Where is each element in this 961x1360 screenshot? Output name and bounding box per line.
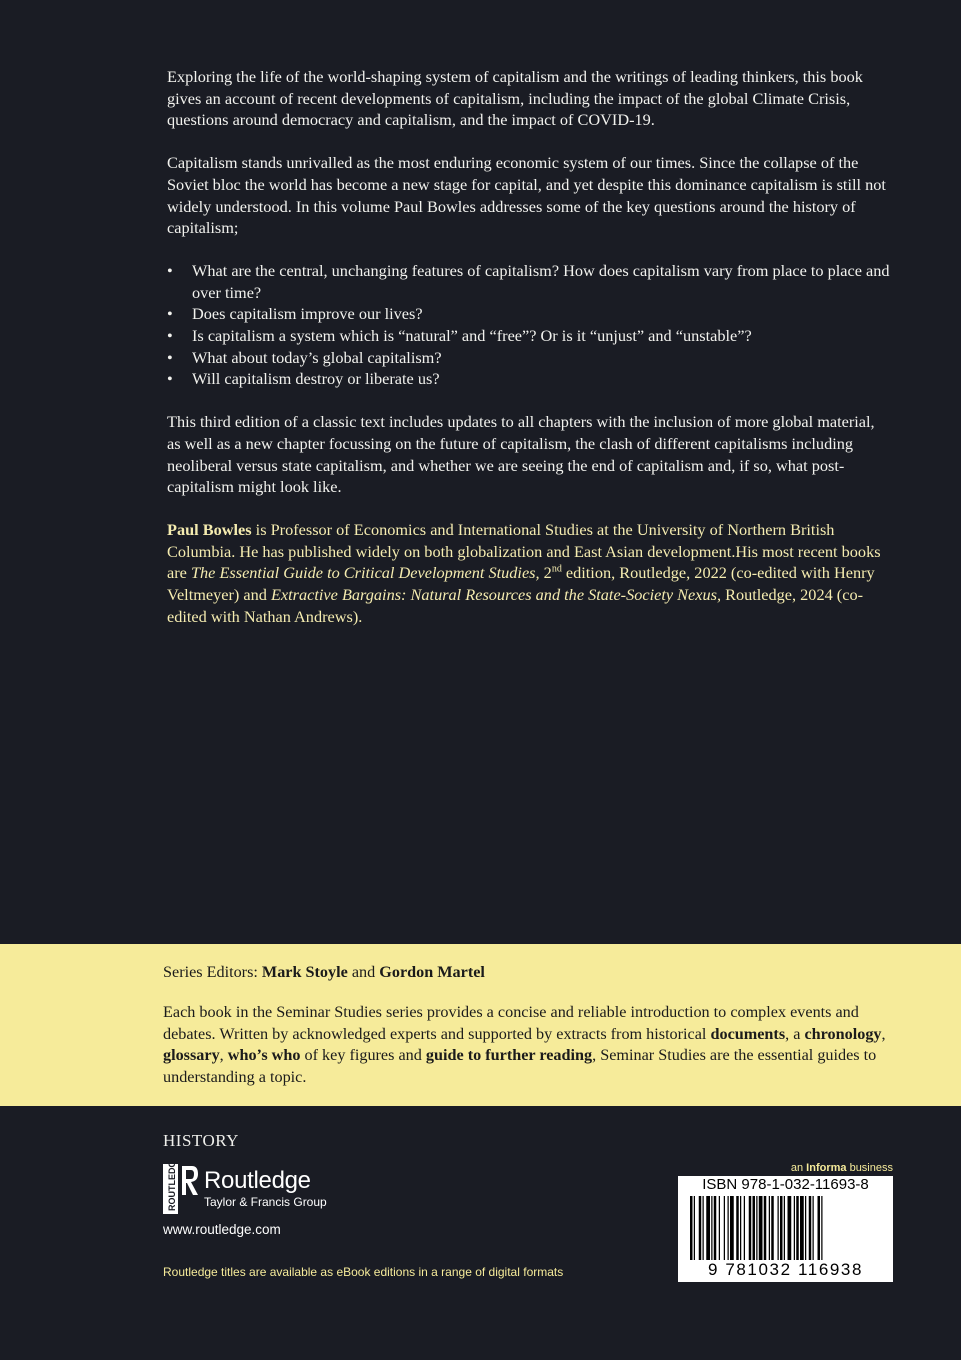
author-bio: Paul Bowles is Professor of Economics and International Studies at the University of Northern British Columbia. He has published widely on both globalization and East Asian development.His most recent books are The Essential Guide to Critical Development Studies, 2nd edition, Routledge, 2022 (co-edited with Henry Veltmeyer) and Extractive Bargains: Natural Resources and the State-Society Nexus, Routledge, 2024 (co-edited with Nathan Andrews). <box>167 519 881 626</box>
barcode-bar <box>703 1196 704 1260</box>
series-editors: Series Editors: Mark Stoyle and Gordon Martel <box>163 963 485 981</box>
barcode-bar <box>740 1196 741 1260</box>
barcode-bar <box>794 1196 795 1260</box>
edition-paragraph: This third edition of a classic text includes updates to all chapters with the inclusion of more global material, as well as a new chapter focussing on the future of capitalism, the clash of different capitalisms including neoliberal versus state capitalism, and whether we are seeing the end of capitalism and, if so, what post-capitalism might look like. <box>167 412 875 497</box>
barcode-bar <box>771 1196 774 1260</box>
list-item: • Will capitalism destroy or liberate us? <box>167 369 440 389</box>
barcode-bar <box>769 1196 770 1260</box>
barcode-bar <box>788 1196 792 1260</box>
barcode-digits: 9 781032 116938 <box>707 1260 864 1279</box>
bullet-icon: • <box>167 304 173 324</box>
ebook-note: Routledge titles are available as eBook editions in a range of digital formats <box>163 1265 564 1279</box>
intro-paragraph: Exploring the life of the world-shaping system of capitalism and the writings of leading thinkers, this book gives an account of recent developments of capitalism, including the impact of the global Climate Crisis, questions around democracy and capitalism, and the impact of COVID-19. <box>167 67 863 130</box>
isbn-text: ISBN 978-1-032-11693-8 <box>702 1176 869 1193</box>
publisher-website: www.routledge.com <box>163 1222 281 1237</box>
barcode-bar <box>756 1196 757 1260</box>
author-name: Paul Bowles <box>167 519 252 539</box>
list-item: • Does capitalism improve our lives? <box>167 304 423 324</box>
book-title: Extractive Bargains: Natural Resources and the State-Society Nexus, <box>270 585 722 605</box>
barcode-bar <box>800 1196 804 1260</box>
barcode-bar <box>699 1196 702 1260</box>
barcode-bar <box>749 1196 752 1260</box>
barcode-bar <box>714 1196 717 1260</box>
bullet-icon: • <box>167 369 173 389</box>
barcode-bar <box>706 1196 710 1260</box>
barcode-bar <box>690 1196 693 1260</box>
barcode-bar <box>813 1196 814 1260</box>
barcode-bar <box>809 1196 812 1260</box>
publisher-subtitle: Taylor & Francis Group <box>204 1195 327 1209</box>
list-item: • What are the central, unchanging features of capitalism? How does capitalism vary from place to place and over time? <box>167 260 890 302</box>
barcode <box>678 1176 893 1282</box>
series-band <box>0 944 961 1106</box>
barcode-bar <box>780 1196 783 1260</box>
barcode-bar <box>724 1196 725 1260</box>
bullet-icon: • <box>167 347 173 367</box>
description-paragraph: Capitalism stands unrivalled as the most enduring economic system of our times. Since the collapse of the Soviet bloc the world has become a new stage for capital, and yet despite this dominance capitalism is still not widely understood. In this volume Paul Bowles addresses some of the key questions around the history of capitalism; <box>167 153 886 238</box>
series-description: Each book in the Seminar Studies series provides a concise and reliable introduction to complex events and debates. Written by acknowledged experts and supported by extracts from historical documents, a chronology, glossary, who’s who of key figures and guide to further reading, Seminar Studies are the essential guides to understanding a topic. <box>163 1002 886 1087</box>
barcode-bar <box>719 1196 720 1260</box>
barcode-bar <box>778 1196 779 1260</box>
svg-text:ROUTLEDGE: ROUTLEDGE <box>167 1164 177 1211</box>
book-title: The Essential Guide to Critical Development Studies, <box>190 563 540 583</box>
barcode-bar <box>821 1196 822 1260</box>
barcode-bar <box>728 1196 729 1260</box>
barcode-bar <box>784 1196 785 1260</box>
barcode-bar <box>730 1196 734 1260</box>
informa-label: an Informa business <box>790 1162 893 1174</box>
barcode-bar <box>796 1196 799 1260</box>
barcode-bar <box>744 1196 745 1260</box>
publisher-name: Routledge <box>204 1167 311 1194</box>
list-item: • Is capitalism a system which is “natural” and “free”? Or is it “unjust” and “unstable”? <box>167 326 752 346</box>
barcode-bars <box>678 1196 893 1260</box>
bullet-icon: • <box>167 260 173 280</box>
barcode-bar <box>764 1196 767 1260</box>
publisher-logo <box>163 1164 363 1214</box>
barcode-bar <box>759 1196 763 1260</box>
bullet-icon: • <box>167 326 173 346</box>
question-list <box>167 260 891 390</box>
barcode-bar <box>818 1196 821 1260</box>
barcode-bar <box>711 1196 712 1260</box>
back-cover-text <box>167 66 891 648</box>
barcode-bar <box>805 1196 806 1260</box>
barcode-bar <box>736 1196 739 1260</box>
barcode-bar <box>753 1196 756 1260</box>
barcode-bar <box>694 1196 695 1260</box>
routledge-logo-icon <box>163 1164 199 1214</box>
category-label: HISTORY <box>163 1131 239 1150</box>
list-item: • What about today’s global capitalism? <box>167 347 442 367</box>
